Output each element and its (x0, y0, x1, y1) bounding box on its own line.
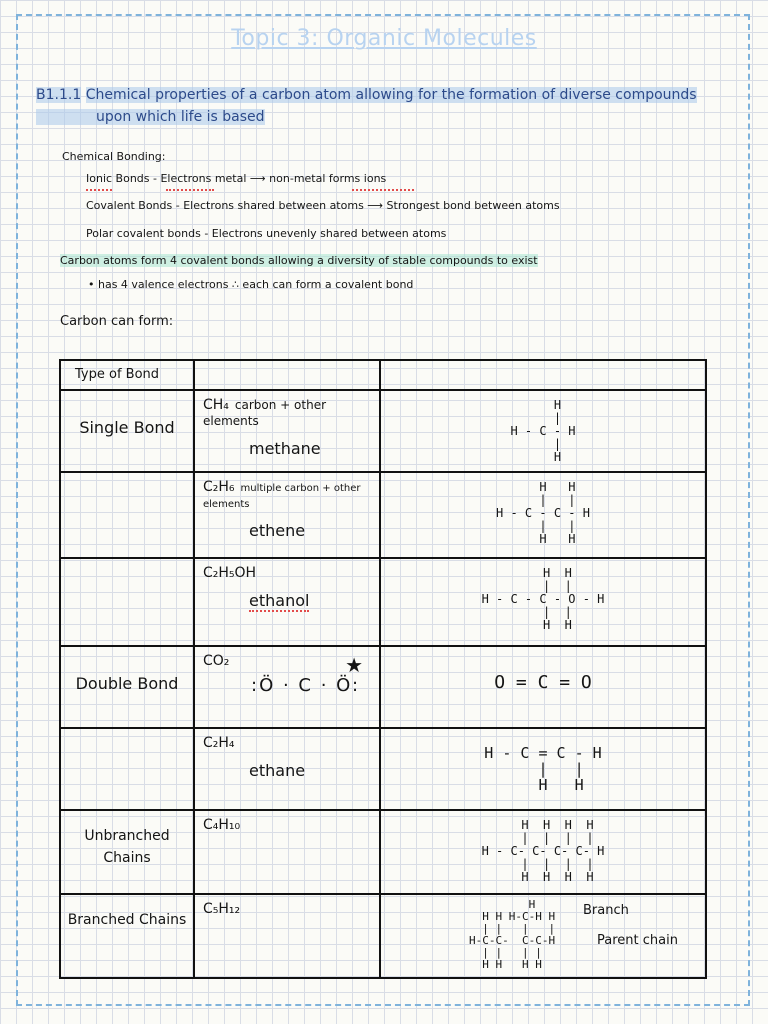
star-icon: ★ (345, 653, 363, 677)
type-label: Branched Chains (67, 912, 187, 928)
structural-formula: H | H - C - H | H (510, 398, 576, 464)
table-row (60, 472, 706, 558)
formula: C₂H₆ (203, 479, 235, 495)
structural-formula: H H | | H - C - C - H | | H H (496, 480, 590, 546)
type-label (61, 473, 193, 499)
covalent-note: Covalent Bonds - Electrons shared between atoms ⟶ Strongest bond between atoms (86, 199, 560, 212)
formula: CO₂ (203, 653, 230, 669)
parent-chain-label: Parent chain (597, 933, 678, 948)
polar-note: Polar covalent bonds - Electrons unevenly shared between atoms (86, 227, 447, 240)
ionic-note: Ionic Bonds - Electrons metal ⟶ non-metal forms ions (86, 172, 387, 185)
heading-code: B1.1.1 (36, 87, 82, 103)
table-row (60, 558, 706, 646)
page-title: Topic 3: Organic Molecules (231, 26, 537, 51)
type-label: Single Bond (79, 418, 175, 437)
table-row (60, 390, 706, 472)
carbon-four-bonds-note: Carbon atoms form 4 covalent bonds allowing a diversity of stable compounds to exist (60, 254, 538, 267)
structural-formula: O = C = O (494, 672, 592, 693)
type-label: Unbranched Chains (84, 828, 170, 866)
formula: C₂H₄ (203, 735, 235, 751)
valence-note: • has 4 valence electrons ∴ each can form a covalent bond (88, 278, 414, 291)
formula: CH₄ (203, 397, 229, 413)
table-row (60, 894, 706, 978)
description: multiple carbon + other elements (203, 483, 361, 510)
structural-formula: H - C = C - H | | H H (484, 744, 602, 794)
heading-line1: Chemical properties of a carbon atom allowing for the formation of diverse compounds (85, 87, 697, 103)
electrons-underline (166, 189, 214, 191)
carbon-can-form-label: Carbon can form: (60, 314, 174, 329)
structural-formula: H H H H-C-H H | | | | H-C-C- C-C-H | | | | H H H H (469, 898, 556, 971)
structural-formula: H H | | H - C - C - O - H | | H H (481, 566, 605, 632)
structural-formula: H H H H | | | | H - C- C- C- C- H | | | | H H H H (481, 818, 605, 884)
compound-name: ethene (249, 521, 306, 540)
compound-name: ethanol (249, 591, 310, 610)
table-row (60, 646, 706, 728)
header-type-of-bond: Type of Bond (75, 367, 160, 382)
compound-name: ethane (249, 761, 306, 780)
description: carbon + other elements (203, 398, 327, 428)
forms-ions-underline (352, 189, 414, 191)
lewis-dot-structure: :Ö · C · Ö: (251, 675, 361, 696)
bond-table (59, 359, 707, 979)
table-row (60, 728, 706, 810)
bonding-title: Chemical Bonding: (62, 150, 166, 163)
ionic-underline (86, 189, 112, 191)
table-header-cell (60, 360, 194, 390)
section-heading (36, 84, 716, 128)
table-row (60, 810, 706, 894)
type-label (61, 559, 193, 585)
formula: C₄H₁₀ (203, 817, 241, 833)
formula: C₅H₁₂ (203, 901, 241, 917)
formula: C₂H₅OH (203, 565, 257, 581)
heading-line2: upon which life is based (36, 109, 265, 125)
compound-name: methane (249, 439, 321, 458)
type-label: Double Bond (75, 674, 179, 693)
type-label (61, 729, 193, 755)
branch-label: Branch (583, 903, 629, 918)
